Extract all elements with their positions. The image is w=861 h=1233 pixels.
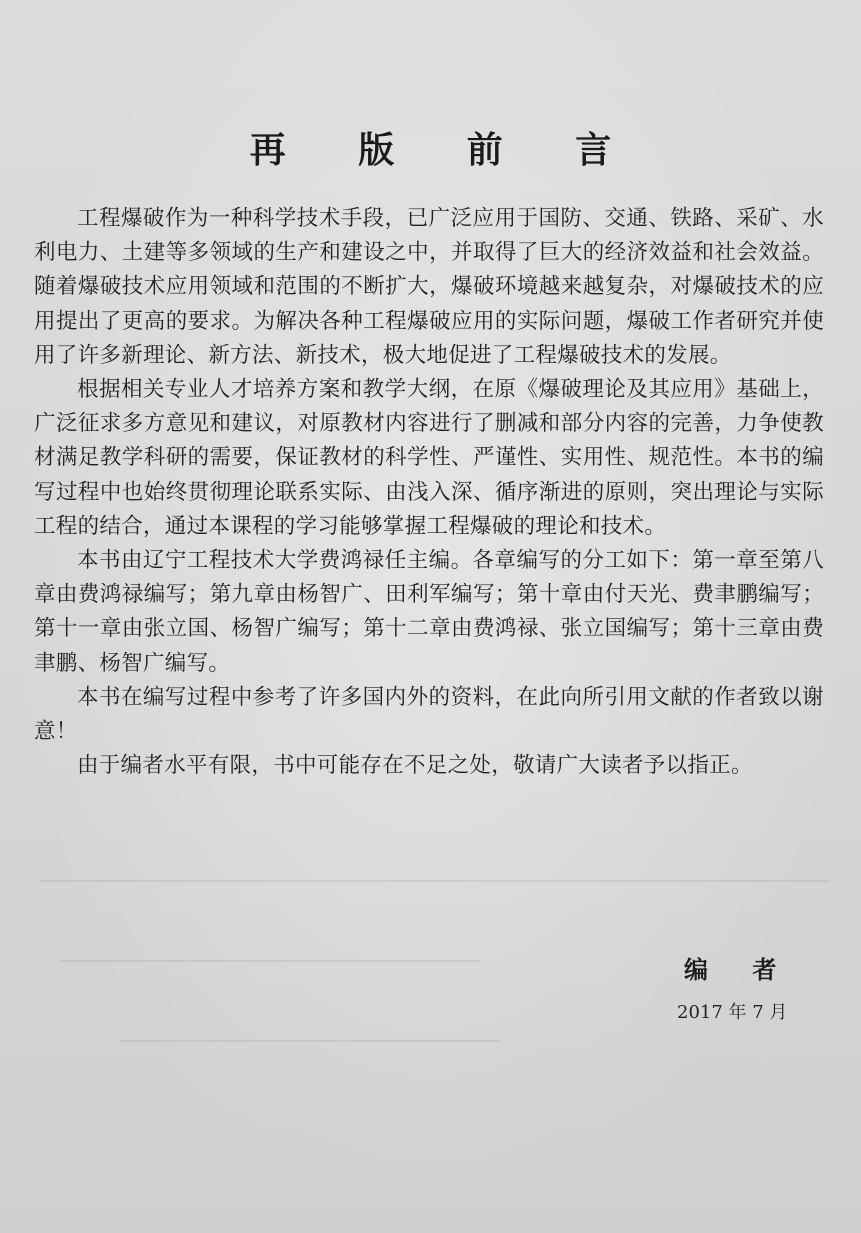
page-bleed-line	[40, 880, 830, 882]
paragraph: 本书由辽宁工程技术大学费鸿禄任主编。各章编写的分工如下：第一章至第八章由费鸿禄编写；第九章由杨智广、田利军编写；第十章由付天光、费聿鹏编写；第十一章由张立国、杨智广编写；第十二章由费鸿禄、张立国编写；第十三章由费聿鹏、杨智广编写。	[34, 548, 824, 676]
paragraph: 本书在编写过程中参考了许多国内外的资料，在此向所引用文献的作者致以谢意！	[34, 684, 824, 745]
signature: 编 者	[684, 956, 795, 984]
paragraph: 由于编者水平有限，书中可能存在不足之处，敬请广大读者予以指正。	[77, 753, 753, 779]
preface-body	[34, 202, 824, 783]
page-title: 再 版 前 言	[249, 130, 642, 171]
paragraph: 工程爆破作为一种科学技术手段，已广泛应用于国防、交通、铁路、采矿、水利电力、土建等多领域的生产和建设之中，并取得了巨大的经济效益和社会效益。随着爆破技术应用领域和范围的不断扩大，爆破环境越来越复杂，对爆破技术的应用提出了更高的要求。为解决各种工程爆破应用的实际问题，爆破工作者研究并使用了许多新理论、新方法、新技术，极大地促进了工程爆破技术的发展。	[34, 206, 824, 368]
page-bleed-line	[60, 960, 480, 962]
page-bleed-line	[120, 1040, 500, 1042]
paragraph: 根据相关专业人才培养方案和教学大纲，在原《爆破理论及其应用》基础上，广泛征求多方意见和建议，对原教材内容进行了删减和部分内容的完善，力争使教材满足教学科研的需要，保证教材的科学性、严谨性、实用性、规范性。本书的编写过程中也始终贯彻理论联系实际、由浅入深、循序渐进的原则，突出理论与实际工程的结合，通过本课程的学习能够掌握工程爆破的理论和技术。	[34, 377, 824, 539]
date: 2017 年 7 月	[677, 1002, 788, 1023]
